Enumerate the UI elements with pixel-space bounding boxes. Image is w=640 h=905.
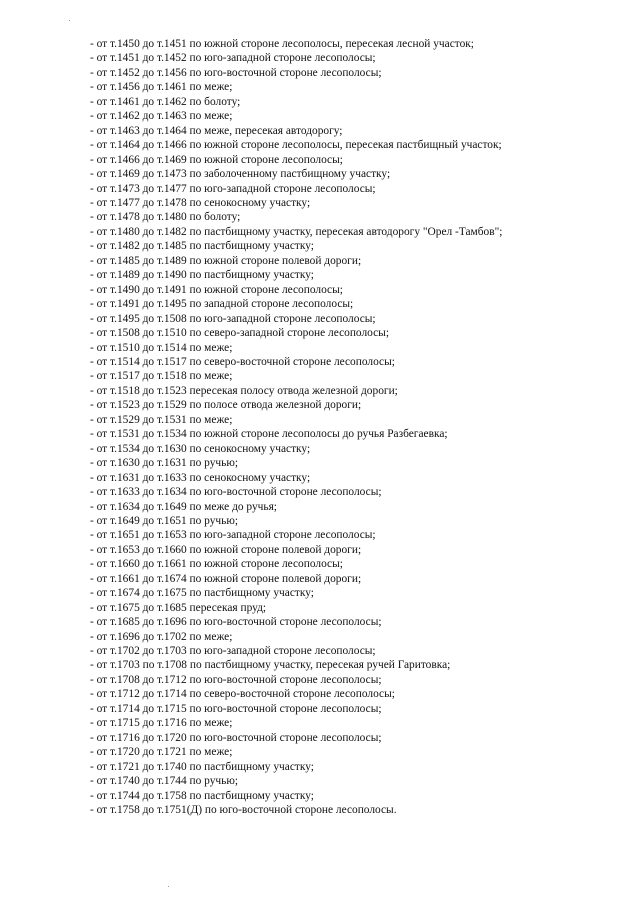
boundary-segment-item: - от т.1508 до т.1510 по северо-западной стороне лесополосы; <box>90 327 389 340</box>
boundary-segment-item: - от т.1633 до т.1634 по юго-восточной стороне лесополосы; <box>90 486 382 499</box>
boundary-segment-item: - от т.1712 до т.1714 по северо-восточной стороне лесополосы; <box>90 688 395 701</box>
boundary-segment-item: - от т.1489 до т.1490 по пастбищному участку; <box>90 269 314 282</box>
boundary-segment-item: - от т.1491 до т.1495 по западной стороне лесополосы; <box>90 298 354 311</box>
boundary-segment-item: - от т.1451 до т.1452 по юго-западной стороне лесополосы; <box>90 52 376 65</box>
boundary-segment-item: - от т.1452 до т.1456 по юго-восточной стороне лесополосы; <box>90 66 382 79</box>
scan-speck <box>69 20 70 21</box>
boundary-segment-item: - от т.1661 до т.1674 по южной стороне полевой дороги; <box>90 572 362 585</box>
boundary-segment-item: - от т.1703 по т.1708 по пастбищному участку, пересекая ручей Гаритовка; <box>90 659 451 672</box>
boundary-segment-item: - от т.1518 до т.1523 пересекая полосу отвода железной дороги; <box>90 384 398 397</box>
scan-speck <box>168 886 169 887</box>
boundary-segment-item: - от т.1674 до т.1675 по пастбищному участку; <box>90 587 314 600</box>
boundary-segment-item: - от т.1651 до т.1653 по юго-западной стороне лесополосы; <box>90 529 376 542</box>
boundary-segment-item: - от т.1478 до т.1480 по болоту; <box>90 211 241 224</box>
boundary-segment-item: - от т.1758 до т.1751(Д) по юго-восточной стороне лесополосы. <box>90 804 397 817</box>
boundary-segment-item: - от т.1744 до т.1758 по пастбищному участку; <box>90 789 314 802</box>
boundary-segment-item: - от т.1531 до т.1534 по южной стороне лесополосы до ручья Разбегаевка; <box>90 428 448 441</box>
boundary-segment-item: - от т.1685 до т.1696 по юго-восточной стороне лесополосы; <box>90 616 382 629</box>
boundary-segment-item: - от т.1466 до т.1469 по южной стороне лесополосы; <box>90 153 343 166</box>
boundary-segment-item: - от т.1462 до т.1463 по меже; <box>90 110 233 123</box>
boundary-segment-item: - от т.1529 до т.1531 по меже; <box>90 413 233 426</box>
boundary-segment-item: - от т.1514 до т.1517 по северо-восточной стороне лесополосы; <box>90 355 395 368</box>
boundary-segment-item: - от т.1716 до т.1720 по юго-восточной стороне лесополосы; <box>90 731 382 744</box>
boundary-segment-item: - от т.1517 до т.1518 по меже; <box>90 370 233 383</box>
boundary-segment-item: - от т.1534 до т.1630 по сенокосному участку; <box>90 442 311 455</box>
boundary-segment-item: - от т.1721 до т.1740 по пастбищному участку; <box>90 760 314 773</box>
boundary-segment-item: - от т.1720 до т.1721 по меже; <box>90 746 233 759</box>
boundary-segment-item: - от т.1653 до т.1660 по южной стороне полевой дороги; <box>90 543 362 556</box>
boundary-segment-item: - от т.1630 до т.1631 по ручью; <box>90 457 239 470</box>
boundary-segment-item: - от т.1463 до т.1464 по меже, пересекая автодорогу; <box>90 124 343 137</box>
boundary-segment-item: - от т.1523 до т.1529 по полосе отвода железной дороги; <box>90 399 362 412</box>
boundary-segment-item: - от т.1649 до т.1651 по ручью; <box>90 514 239 527</box>
boundary-segment-item: - от т.1490 до т.1491 по южной стороне лесополосы; <box>90 283 343 296</box>
boundary-segment-list <box>90 37 610 817</box>
boundary-segment-item: - от т.1740 до т.1744 по ручью; <box>90 775 239 788</box>
boundary-segment-item: - от т.1461 до т.1462 по болоту; <box>90 95 241 108</box>
boundary-segment-item: - от т.1714 до т.1715 по юго-восточной стороне лесополосы; <box>90 702 382 715</box>
boundary-segment-item: - от т.1510 до т.1514 по меже; <box>90 341 233 354</box>
boundary-segment-item: - от т.1715 до т.1716 по меже; <box>90 717 233 730</box>
boundary-segment-item: - от т.1480 до т.1482 по пастбищному участку, пересекая автодорогу "Орел -Тамбов"; <box>90 225 503 238</box>
boundary-segment-item: - от т.1696 до т.1702 по меже; <box>90 630 233 643</box>
boundary-segment-item: - от т.1702 до т.1703 по юго-западной стороне лесополосы; <box>90 645 376 658</box>
boundary-segment-item: - от т.1631 до т.1633 по сенокосному участку; <box>90 471 311 484</box>
boundary-segment-item: - от т.1469 до т.1473 по заболоченному пастбищному участку; <box>90 168 391 181</box>
boundary-segment-item: - от т.1660 до т.1661 по южной стороне лесополосы; <box>90 558 343 571</box>
boundary-segment-item: - от т.1634 до т.1649 по меже до ручья; <box>90 500 277 513</box>
boundary-segment-item: - от т.1477 до т.1478 по сенокосному участку; <box>90 196 311 209</box>
boundary-segment-item: - от т.1485 до т.1489 по южной стороне полевой дороги; <box>90 254 362 267</box>
boundary-segment-item: - от т.1450 до т.1451 по южной стороне лесополосы, пересекая лесной участок; <box>90 38 474 50</box>
boundary-segment-item: - от т.1495 до т.1508 по юго-западной стороне лесополосы; <box>90 312 376 325</box>
boundary-segment-item: - от т.1464 до т.1466 по южной стороне лесополосы, пересекая пастбищный участок; <box>90 139 502 152</box>
boundary-segment-item: - от т.1675 до т.1685 пересекая пруд; <box>90 601 267 614</box>
boundary-segment-item: - от т.1482 до т.1485 по пастбищному участку; <box>90 240 314 253</box>
boundary-segment-item: - от т.1456 до т.1461 по меже; <box>90 81 233 94</box>
boundary-segment-item: - от т.1473 до т.1477 по юго-западной стороне лесополосы; <box>90 182 376 195</box>
boundary-segment-item: - от т.1708 до т.1712 по юго-восточной стороне лесополосы; <box>90 673 382 686</box>
